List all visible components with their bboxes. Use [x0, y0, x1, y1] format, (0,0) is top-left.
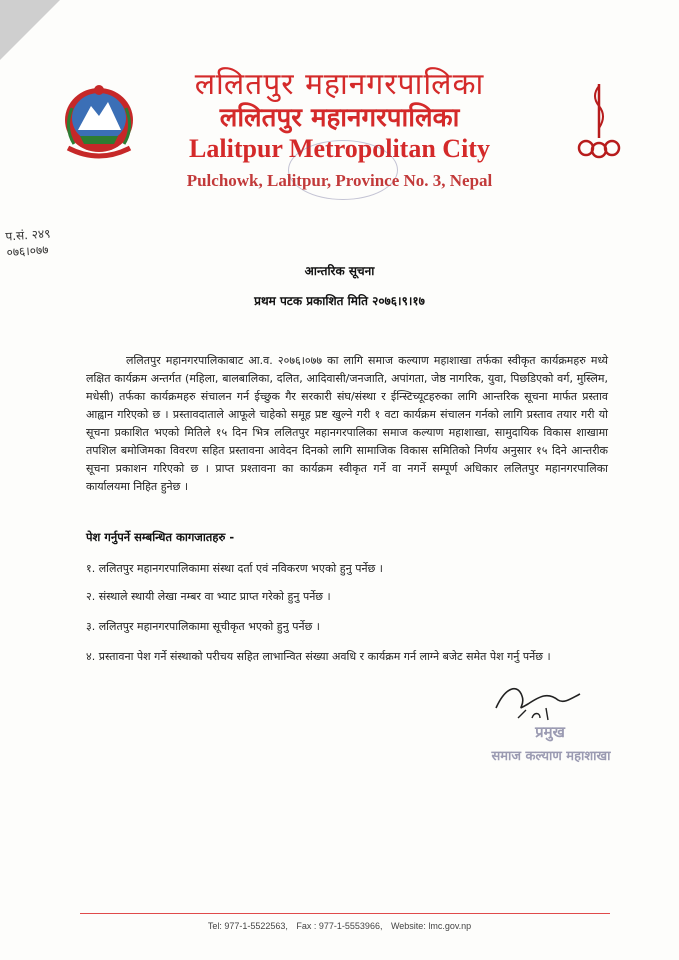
signatory-title-stamp: प्रमुख	[535, 723, 565, 741]
page-corner-fold	[0, 0, 60, 60]
footer-contact	[0, 921, 679, 931]
header-address: Pulchowk, Lalitpur, Province No. 3, Nepal	[186, 171, 493, 190]
footer-divider	[80, 913, 610, 914]
handwritten-reference-note	[5, 226, 52, 260]
footer-tel: Tel: 977-1-5522563,	[207, 921, 288, 931]
requirement-item: ४. प्रस्तावना पेश गर्ने संस्थाको परीचय सहित लाभान्वित संख्या अवधि र कार्यक्रम गर्न लाग्ने बजेट समेत पेश गर्नु पर्नेछ ।	[86, 650, 551, 663]
notice-subtitle: प्रथम पटक प्रकाशित मिति २०७६।९।१७	[254, 294, 425, 308]
requirements-heading: पेश गर्नुपर्ने सम्बन्धित कागजातहरु -	[86, 530, 235, 544]
header-name-nepali: ललितपुर महानगरपालिका	[194, 67, 485, 102]
reference-line-2: ०७६।०७७	[6, 242, 49, 260]
footer-fax: Fax : 977-1-5553966,	[296, 921, 383, 931]
faint-office-stamp	[288, 140, 398, 200]
handwritten-signature	[488, 678, 588, 724]
reference-line-1: प.सं. २४९	[4, 226, 51, 244]
requirement-item: २. संस्थाले स्थायी लेखा नम्बर वा भ्याट प्राप्त गरेको हुनु पर्नेछ ।	[86, 590, 331, 603]
signatory-department-stamp: समाज कल्याण महाशाखा	[491, 749, 611, 764]
notice-title: आन्तरिक सूचना	[304, 264, 375, 278]
requirement-item: १. ललितपुर महानगरपालिकामा संस्था दर्ता एवं नविकरण भएको हुनु पर्नेछ ।	[86, 562, 383, 575]
notice-body: ललितपुर महानगरपालिकाबाट आ.व. २०७६।०७७ का लागि समाज कल्याण महाशाखा तर्फका स्वीकृत कार्यक्रमहरु मध्ये लक्षित कार्यक्रम अन्तर्गत (महिला, बालबालिका, दलित, आदिवासी/जनजाति, अपांगता, जेष्ठ नागरिक, युवा, पिछडिएको वर्ग, मुस्लिम, मधेसी) तर्फका कार्यक्रमहरु संचालन गर्न ईच्छुक गैर सरकारी संघ/संस्था र ईन्स्टिच्यूटहरुका लागि आन्तरिक सूचना मार्फत प्रस्ताव आह्वान गरिएको छ । प्रस्तावदाताले आफूले चाहेको समूह प्रष्ट खुल्ने गरी १ वटा कार्यक्रम संचालन गर्नको लागि प्रस्ताव तयार गरी यो सूचना प्रकाशित भएको मितिले १५ दिन भित्र ललितपुर महानगरपालिका समाज कल्याण महाशाखा, सामुदायिक विकास शाखामा तपशिल बमोजिमका विवरण सहित प्रस्तावना आवेदन दिनको लागि सामाजिक विकास समितिको निर्णय अनुसार १५ दिने आन्तरीक सूचना प्रकाशन गरिएको छ । प्राप्त प्रश्तावना का कार्यक्रम स्वीकृत गर्ने वा नगर्ने सम्पूर्ण अधिकार ललितपुर महानगरपालिका कार्यालयमा निहित हुनेछ ।	[86, 354, 608, 493]
requirement-item: ३. ललितपुर महानगरपालिकामा सूचीकृत भएको हुनु पर्नेछ ।	[86, 620, 320, 633]
header-name-english: Lalitpur Metropolitan City	[189, 134, 490, 163]
footer-website: Website: lmc.gov.np	[390, 921, 472, 931]
header-name-nepali-stylized: ललितपुर महानगरपालिका	[219, 103, 460, 133]
